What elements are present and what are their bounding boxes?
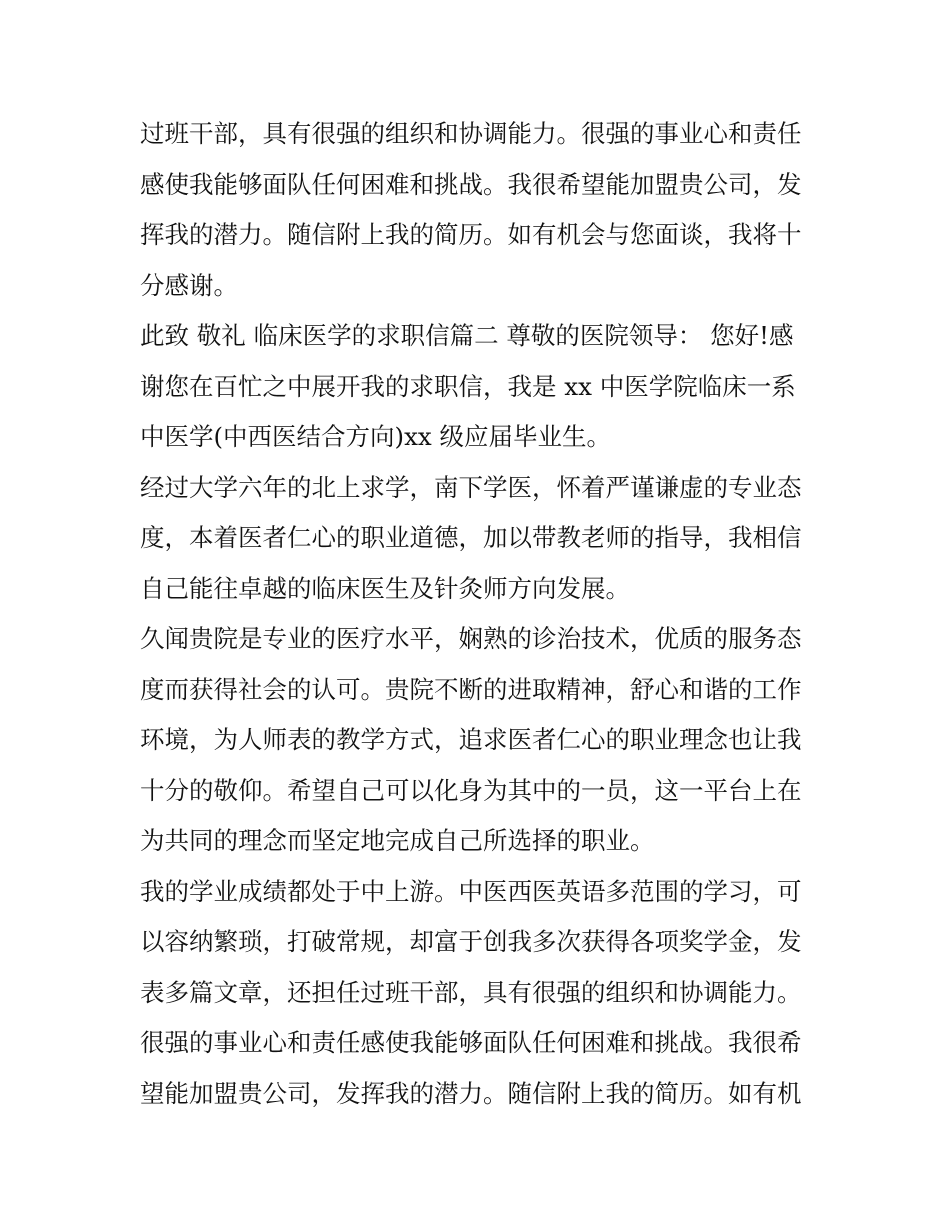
text-line: 中医学(中西医结合方向)xx 级应届毕业生。 — [140, 422, 612, 451]
text-line: 以容纳繁琐，打破常规，却富于创我多次获得各项奖学金，发 — [140, 927, 802, 956]
text-line: 过班干部，具有很强的组织和协调能力。很强的事业心和责任 — [140, 119, 802, 148]
document-body — [140, 109, 820, 1119]
text-line: 经过大学六年的北上求学，南下学医，怀着严谨谦虚的专业态 — [140, 472, 802, 502]
text-line: 很强的事业心和责任感使我能够面队任何困难和挑战。我很希 — [140, 1028, 802, 1057]
text-line: 为共同的理念而坚定地完成自己所选择的职业。 — [140, 826, 655, 855]
text-line: 环境，为人师表的教学方式，追求医者仁心的职业理念也让我 — [140, 725, 802, 754]
text-line: 分感谢。 — [140, 270, 238, 300]
text-line: 我的学业成绩都处于中上游。中医西医英语多范围的学习，可 — [140, 876, 802, 906]
text-line: 挥我的潜力。随信附上我的简历。如有机会与您面谈，我将十 — [140, 220, 802, 249]
text-line: 谢您在百忙之中展开我的求职信，我是 xx 中医学院临床一系 — [140, 371, 796, 401]
text-line: 此致 敬礼 临床医学的求职信篇二 尊敬的医院领导： 您好!感 — [140, 321, 794, 350]
text-line: 表多篇文章，还担任过班干部，具有很强的组织和协调能力。 — [140, 977, 802, 1007]
text-line: 感使我能够面队任何困难和挑战。我很希望能加盟贵公司，发 — [140, 169, 802, 199]
text-line: 十分的敬仰。希望自己可以化身为其中的一员，这一平台上在 — [140, 775, 802, 805]
text-line: 望能加盟贵公司，发挥我的潜力。随信附上我的简历。如有机 — [140, 1078, 802, 1108]
text-line: 自己能往卓越的临床医生及针灸师方向发展。 — [140, 573, 630, 603]
text-line: 度而获得社会的认可。贵院不断的进取精神，舒心和谐的工作 — [140, 674, 802, 704]
text-line: 久闻贵院是专业的医疗水平，娴熟的诊治技术，优质的服务态 — [140, 624, 802, 653]
text-line: 度，本着医者仁心的职业道德，加以带教老师的指导，我相信 — [140, 523, 802, 552]
